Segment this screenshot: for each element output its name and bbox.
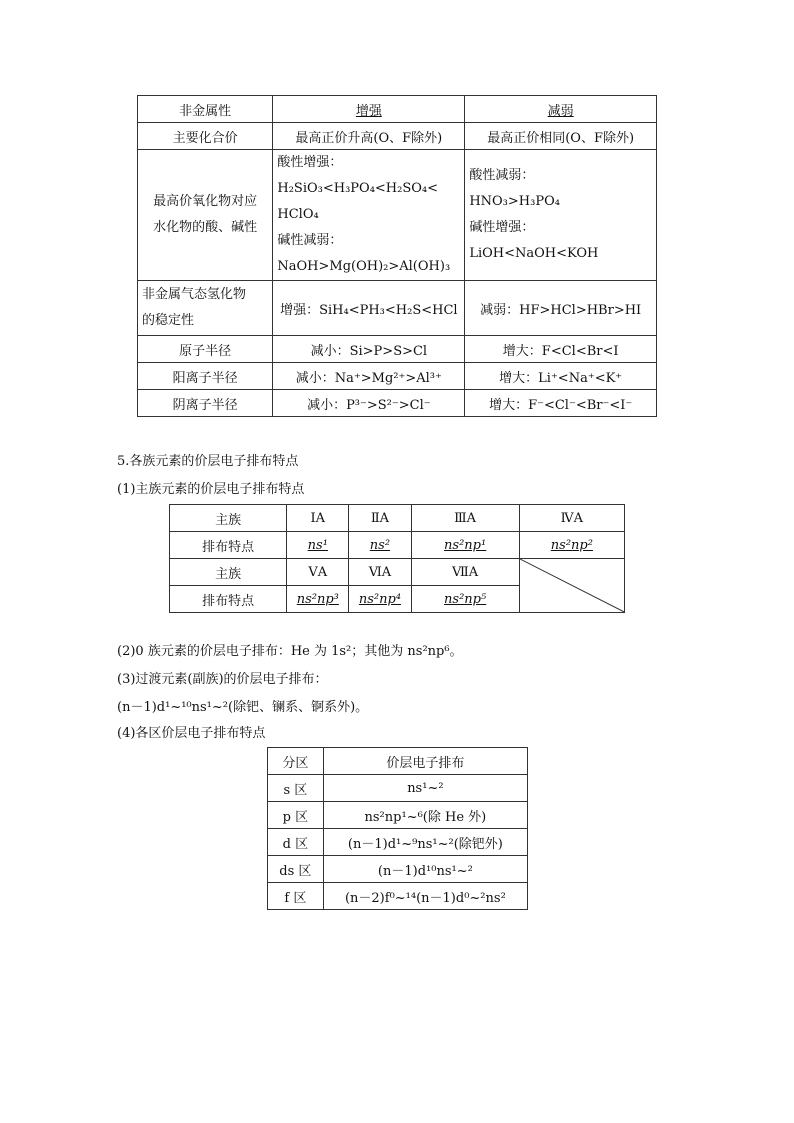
table-row <box>170 505 625 532</box>
table-cell: ⅢA <box>411 505 519 532</box>
table-cell: ⅦA <box>411 559 519 586</box>
paragraph: (2)0 族元素的价层电子排布：He 为 1s²；其他为 ns²np⁶。 <box>117 644 463 659</box>
empty-diagonal-cell <box>519 559 624 613</box>
table-cell: 最高正价升高(O、F除外) <box>273 123 465 150</box>
table-cell: 阴离子半径 <box>138 390 273 417</box>
table-row <box>268 829 528 856</box>
table-cell: ns²np⁵ <box>411 586 519 613</box>
table-cell: p 区 <box>268 802 324 829</box>
table-cell: 原子半径 <box>138 336 273 363</box>
cell-text: HClO₄ <box>277 207 319 222</box>
table-cell: 价层电子排布 <box>323 748 527 775</box>
table-cell: d 区 <box>268 829 324 856</box>
table-cell: 增大：F<Cl<Br<I <box>465 336 657 363</box>
cell-text: 酸性减弱： <box>469 168 535 183</box>
cell-text: H₂SiO₃<H₃PO₄<H₂SO₄< <box>277 181 439 196</box>
table-row <box>268 775 528 802</box>
table-cell: 减小：Si>P>S>Cl <box>273 336 465 363</box>
table-row <box>138 336 657 363</box>
table-cell <box>273 150 465 281</box>
table-row <box>170 559 625 586</box>
paragraph: (n－1)d¹~¹⁰ns¹~²(除钯、镧系、锕系外)。 <box>117 700 369 715</box>
table-cell: 减小：P³⁻>S²⁻>Cl⁻ <box>273 390 465 417</box>
table-cell: ⅠA <box>287 505 349 532</box>
subsection-heading: (1)主族元素的价层电子排布特点 <box>117 482 305 497</box>
table-cell: (n－1)d¹⁰ns¹~² <box>323 856 527 883</box>
table-row <box>268 883 528 910</box>
table-cell: ns²np⁴ <box>349 586 411 613</box>
table-cell: ns¹ <box>287 532 349 559</box>
cell-text: 最高价氧化物对应 <box>153 194 258 209</box>
table-cell: 减小：Na⁺>Mg²⁺>Al³⁺ <box>273 363 465 390</box>
table-row <box>138 96 657 123</box>
table-cell: 分区 <box>268 748 324 775</box>
table-cell: (n－2)f⁰~¹⁴(n－1)d⁰~²ns² <box>323 883 527 910</box>
paragraph: (3)过渡元素(副族)的价层电子排布： <box>117 672 328 687</box>
table-cell: 增强 <box>273 96 465 123</box>
cell-text: NaOH>Mg(OH)₂>Al(OH)₃ <box>277 259 451 274</box>
table-row <box>138 363 657 390</box>
table-cell: ns¹~² <box>323 775 527 802</box>
table-cell: ⅥA <box>349 559 411 586</box>
table-cell: 主族 <box>170 559 287 586</box>
table-cell: 减弱：HF>HCl>HBr>HI <box>465 281 657 336</box>
table-cell <box>138 281 273 336</box>
cell-text: LiOH<NaOH<KOH <box>469 246 599 261</box>
table-row <box>138 123 657 150</box>
cell-text: 水化物的酸、碱性 <box>153 220 258 235</box>
cell-text: 非金属气态氢化物 <box>142 287 247 302</box>
table-cell: 减弱 <box>465 96 657 123</box>
table-cell <box>465 150 657 281</box>
table-cell <box>138 150 273 281</box>
table-cell: 增大：F⁻<Cl⁻<Br⁻<I⁻ <box>465 390 657 417</box>
table-cell: 排布特点 <box>170 586 287 613</box>
paragraph: (4)各区价层电子排布特点 <box>117 726 266 741</box>
table-cell: ⅤA <box>287 559 349 586</box>
section-heading: 5.各族元素的价层电子排布特点 <box>117 454 299 469</box>
diagonal-line <box>520 559 624 612</box>
cell-text: 碱性减弱： <box>277 233 343 248</box>
table-cell: f 区 <box>268 883 324 910</box>
table-cell: 主要化合价 <box>138 123 273 150</box>
table-cell: ns²np³ <box>287 586 349 613</box>
table-cell: ⅣA <box>519 505 624 532</box>
table-cell: ns²np¹~⁶(除 He 外) <box>323 802 527 829</box>
cell-text: 酸性增强： <box>277 155 343 170</box>
table-cell: ns²np² <box>519 532 624 559</box>
cell-text: 碱性增强： <box>469 220 535 235</box>
table-row <box>138 390 657 417</box>
table-cell: 主族 <box>170 505 287 532</box>
table-row <box>138 150 657 281</box>
table-cell: 增大：Li⁺<Na⁺<K⁺ <box>465 363 657 390</box>
table-cell: 最高正价相同(O、F除外) <box>465 123 657 150</box>
table-cell: ds 区 <box>268 856 324 883</box>
table-row <box>268 748 528 775</box>
table-cell: ⅡA <box>349 505 411 532</box>
table-row <box>170 532 625 559</box>
table-cell: 增强：SiH₄<PH₃<H₂S<HCl <box>273 281 465 336</box>
table-cell: ns²np¹ <box>411 532 519 559</box>
table-cell: 阳离子半径 <box>138 363 273 390</box>
nonmetal-trend-table <box>137 95 657 417</box>
main-group-table <box>169 504 625 613</box>
table-row <box>268 802 528 829</box>
cell-text: 的稳定性 <box>142 313 195 328</box>
table-cell: (n－1)d¹~⁹ns¹~²(除钯外) <box>323 829 527 856</box>
table-cell: s 区 <box>268 775 324 802</box>
cell-text: HNO₃>H₃PO₄ <box>469 194 560 209</box>
table-row <box>138 281 657 336</box>
table-cell: ns² <box>349 532 411 559</box>
table-row <box>268 856 528 883</box>
table-cell: 非金属性 <box>138 96 273 123</box>
table-cell: 排布特点 <box>170 532 287 559</box>
block-configuration-table <box>267 747 528 910</box>
